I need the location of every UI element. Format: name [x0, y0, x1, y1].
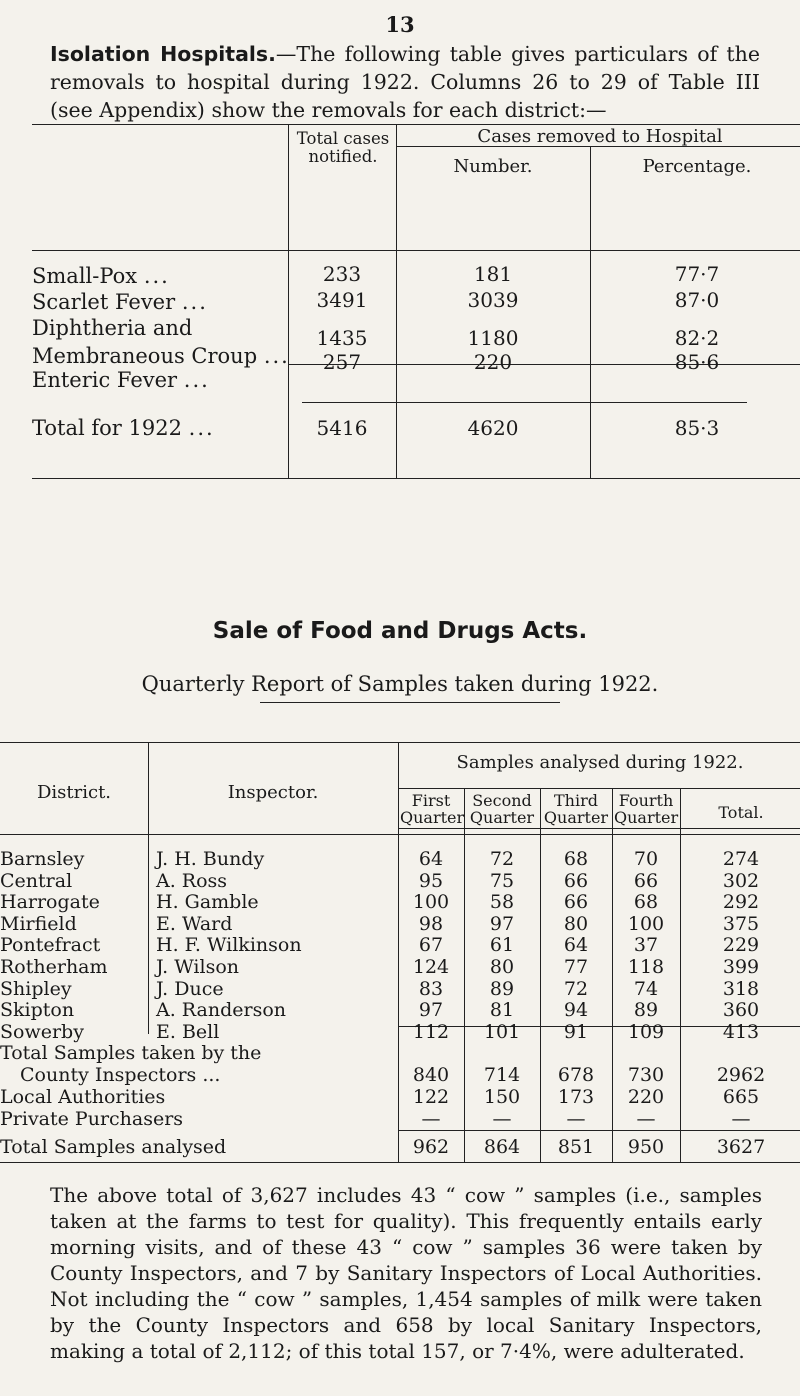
inspector-name: J. H. Bundy — [156, 848, 265, 870]
sample-count-q2: 72 — [489, 848, 515, 870]
table-rule — [464, 788, 465, 1162]
district-name: Harrogate — [0, 891, 100, 914]
sample-count-q3: 66 — [563, 891, 589, 914]
sample-count-q1: 64 — [418, 848, 444, 870]
inspector-name: J. Wilson — [156, 956, 239, 978]
header-number: Number. — [453, 156, 533, 177]
sample-count-q3: 91 — [563, 1020, 589, 1043]
sample-count-q2: 75 — [489, 869, 515, 892]
local-q3: 173 — [557, 1086, 595, 1108]
sample-count-total: 375 — [722, 912, 760, 935]
row-scarlet-label: Scarlet Fever ... — [32, 290, 208, 314]
summary-label-4: Private Purchasers — [0, 1108, 184, 1130]
district-name: Shipley — [0, 977, 72, 1000]
enteric-number: 220 — [473, 350, 513, 374]
summary-label-3: Local Authorities — [0, 1086, 166, 1108]
sample-count-q4: 70 — [633, 848, 659, 870]
district-name: Central — [0, 869, 73, 892]
grand-total-notified: 5416 — [316, 416, 368, 440]
district-name: Sowerby — [0, 1020, 84, 1043]
sample-count-total: 229 — [722, 934, 760, 957]
sample-count-q4: 37 — [633, 934, 659, 957]
sample-count-q4: 74 — [633, 977, 659, 1000]
private-q4: — — [636, 1108, 656, 1130]
sample-count-q4: 118 — [627, 956, 665, 978]
private-total: — — [731, 1108, 751, 1130]
enteric-total: 257 — [322, 350, 362, 374]
page-number: 13 — [385, 12, 415, 37]
local-total: 665 — [722, 1086, 760, 1108]
county-q4: 730 — [627, 1064, 665, 1086]
header-district: District. — [36, 782, 112, 803]
sample-count-q1: 67 — [418, 934, 444, 957]
intro-paragraph — [50, 40, 760, 124]
grand-q4: 950 — [627, 1136, 665, 1158]
table-rule — [680, 788, 681, 1162]
smallpox-total: 233 — [322, 262, 362, 286]
sample-count-q4: 66 — [633, 869, 659, 892]
sample-count-total: 302 — [722, 869, 760, 892]
sample-count-q4: 109 — [627, 1020, 665, 1043]
table-rule — [612, 788, 613, 1162]
sample-count-q2: 61 — [489, 934, 515, 957]
inspector-name: E. Bell — [156, 1020, 220, 1043]
county-q2: 714 — [483, 1064, 521, 1086]
sample-count-q2: 101 — [483, 1020, 521, 1043]
header-inspector: Inspector. — [227, 782, 319, 803]
diphtheria-number: 1180 — [467, 326, 519, 350]
sample-count-q1: 100 — [412, 891, 450, 914]
sample-count-q1: 124 — [412, 956, 450, 978]
header-q2: Second Quarter — [469, 791, 535, 827]
grand-total: 3627 — [716, 1136, 766, 1158]
grand-number: 4620 — [467, 416, 519, 440]
header-cases-removed: Cases removed to Hospital — [477, 126, 723, 147]
sample-count-total: 413 — [722, 1020, 760, 1043]
table-rule — [0, 1162, 800, 1163]
smallpox-pct: 77·7 — [674, 262, 720, 286]
sample-count-q1: 112 — [412, 1020, 450, 1043]
smallpox-number: 181 — [473, 262, 513, 286]
sample-count-q2: 81 — [489, 999, 515, 1022]
sample-count-q3: 77 — [563, 956, 589, 978]
row-enteric-label: Enteric Fever ... — [32, 368, 210, 392]
sample-count-q4: 100 — [627, 912, 665, 935]
sample-count-total: 292 — [722, 891, 760, 914]
inspector-name: E. Ward — [156, 912, 233, 935]
local-q4: 220 — [627, 1086, 665, 1108]
header-total: Total. — [718, 803, 764, 822]
header-q1: First Quarter — [400, 791, 465, 827]
sample-count-q1: 97 — [418, 999, 444, 1022]
grand-q2: 864 — [483, 1136, 521, 1158]
intro-text: —The following table gives particulars of the removals to hospital during 1922. Columns 26 to 29 of Table III (see Appendix) show the removals for each district:— — [50, 42, 760, 122]
table-rule — [398, 1130, 800, 1131]
inspector-name: J. Duce — [156, 977, 224, 1000]
table-rule — [398, 742, 399, 1162]
local-q1: 122 — [412, 1086, 450, 1108]
grand-total-label: Total Samples analysed — [0, 1136, 227, 1158]
inspector-name: H. F. Wilkinson — [156, 934, 302, 957]
sample-count-q2: 97 — [489, 912, 515, 935]
private-q1: — — [421, 1108, 441, 1130]
sample-count-q1: 83 — [418, 977, 444, 1000]
district-name: Skipton — [0, 999, 75, 1022]
scarlet-number: 3039 — [467, 288, 519, 312]
food-drugs-heading: Sale of Food and Drugs Acts. — [212, 618, 588, 644]
sample-count-q3: 66 — [563, 869, 589, 892]
district-name: Barnsley — [0, 848, 85, 870]
sample-count-total: 318 — [722, 977, 760, 1000]
closing-paragraph: The above total of 3,627 includes 43 “ cow ” samples (i.e., samples taken at the farms to test for quality). This frequently entails early morning visits, and of these 43 “ cow ” samples 36 were taken by County Inspectors, and 7 by Sanitary Inspectors of Local Authorities. Not including the “ cow ” samples, 1,454 samples of milk were taken by the County Inspectors and 658 by local Sanitary Inspectors, making a total of 2,112; of this total 157, or 7·4%, were adulterated. — [50, 1183, 762, 1363]
summary-label-2: County Inspectors ... — [20, 1064, 221, 1086]
header-samples-analysed: Samples analysed during 1922. — [456, 752, 744, 773]
scarlet-total: 3491 — [316, 288, 368, 312]
row-smallpox-label: Small-Pox ... — [32, 264, 170, 288]
inspector-name: H. Gamble — [156, 891, 259, 914]
header-q3: Third Quarter — [543, 791, 609, 827]
county-q3: 678 — [557, 1064, 595, 1086]
sample-count-total: 360 — [722, 999, 760, 1022]
inspector-name: A. Ross — [156, 869, 228, 892]
sample-count-q3: 64 — [563, 934, 589, 957]
grand-pct: 85·3 — [674, 416, 720, 440]
diphtheria-pct: 82·2 — [674, 326, 720, 350]
grand-q1: 962 — [412, 1136, 450, 1158]
intro-heading: Isolation Hospitals. — [50, 42, 276, 66]
sample-count-q1: 95 — [418, 869, 444, 892]
enteric-pct: 85·6 — [674, 350, 720, 374]
row-total-label: Total for 1922 ... — [32, 416, 215, 440]
table-rule — [540, 788, 541, 1162]
quarterly-heading: Quarterly Report of Samples taken during 1922. — [141, 672, 659, 696]
sample-count-q3: 68 — [563, 848, 589, 870]
table-rule — [0, 742, 800, 743]
sample-count-total: 399 — [722, 956, 760, 978]
header-percentage: Percentage. — [642, 156, 752, 177]
district-name: Rotherham — [0, 956, 108, 978]
sample-count-q2: 58 — [489, 891, 515, 914]
local-q2: 150 — [483, 1086, 521, 1108]
sample-count-q2: 89 — [489, 977, 515, 1000]
table-rule — [398, 828, 800, 829]
table-rule — [398, 788, 800, 789]
private-q3: — — [566, 1108, 586, 1130]
row-diphtheria-label: Diphtheria and Membraneous Croup ... — [32, 316, 290, 368]
sample-count-q3: 72 — [563, 977, 589, 1000]
sample-count-q3: 94 — [563, 999, 589, 1022]
county-q1: 840 — [412, 1064, 450, 1086]
sample-count-q1: 98 — [418, 912, 444, 935]
table-rule — [148, 742, 149, 1034]
scarlet-pct: 87·0 — [674, 288, 720, 312]
grand-q3: 851 — [557, 1136, 595, 1158]
summary-label-1: Total Samples taken by the — [0, 1042, 262, 1064]
private-q2: — — [492, 1108, 512, 1130]
header-total-notified: Total cases notified. — [296, 129, 390, 166]
district-name: Pontefract — [0, 934, 101, 957]
inspector-name: A. Randerson — [156, 999, 287, 1022]
district-name: Mirfield — [0, 912, 77, 935]
diphtheria-total: 1435 — [316, 326, 368, 350]
county-total: 2962 — [716, 1064, 766, 1086]
sample-count-total: 274 — [722, 848, 760, 870]
sample-count-q4: 68 — [633, 891, 659, 914]
header-q4: Fourth Quarter — [614, 791, 679, 827]
sample-count-q2: 80 — [489, 956, 515, 978]
sample-count-q4: 89 — [633, 999, 659, 1022]
sample-count-q3: 80 — [563, 912, 589, 935]
